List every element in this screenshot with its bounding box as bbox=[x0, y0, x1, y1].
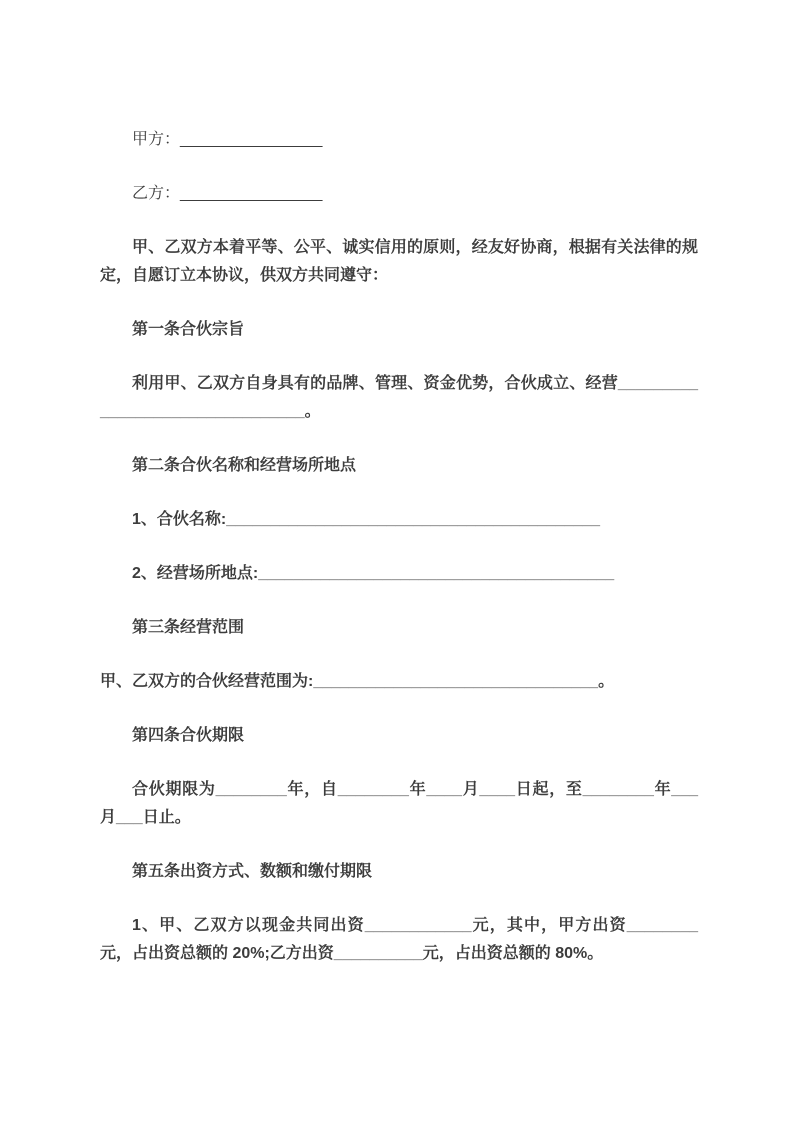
article-3-heading: 第三条经营范围 bbox=[132, 619, 245, 636]
capital-contribution-line: 1、甲、乙双方以现金共同出资____________元，其中，甲方出资________元，占出资总额的 20%;乙方出资__________元，占出资总额的 80%。 bbox=[100, 917, 698, 962]
business-scope-line: 甲、乙双方的合伙经营范围为:________________________________。 bbox=[100, 673, 615, 690]
party-a-line: 甲方：________________ bbox=[132, 131, 323, 148]
partnership-term-line: 合伙期限为________年，自________年____月____日起，至________年___月___日止。 bbox=[100, 781, 698, 826]
partnership-name-line: 1、合伙名称:__________________________________________ bbox=[132, 511, 600, 528]
party-b-line: 乙方：________________ bbox=[132, 185, 323, 202]
business-address-line: 2、经营场所地点:________________________________________ bbox=[132, 565, 615, 582]
article-2-heading: 第二条合伙名称和经营场所地点 bbox=[132, 457, 357, 474]
article-4-heading: 第四条合伙期限 bbox=[132, 727, 245, 744]
preamble: 甲、乙双方本着平等、公平、诚实信用的原则，经友好协商，根据有关法律的规定，自愿订立本协议，供双方共同遵守： bbox=[100, 239, 698, 284]
article-1-body: 利用甲、乙双方自身具有的品牌、管理、资金优势，合伙成立、经营________________________________。 bbox=[100, 375, 698, 420]
article-5-heading: 第五条出资方式、数额和缴付期限 bbox=[132, 863, 373, 880]
article-1-heading: 第一条合伙宗旨 bbox=[132, 321, 245, 338]
